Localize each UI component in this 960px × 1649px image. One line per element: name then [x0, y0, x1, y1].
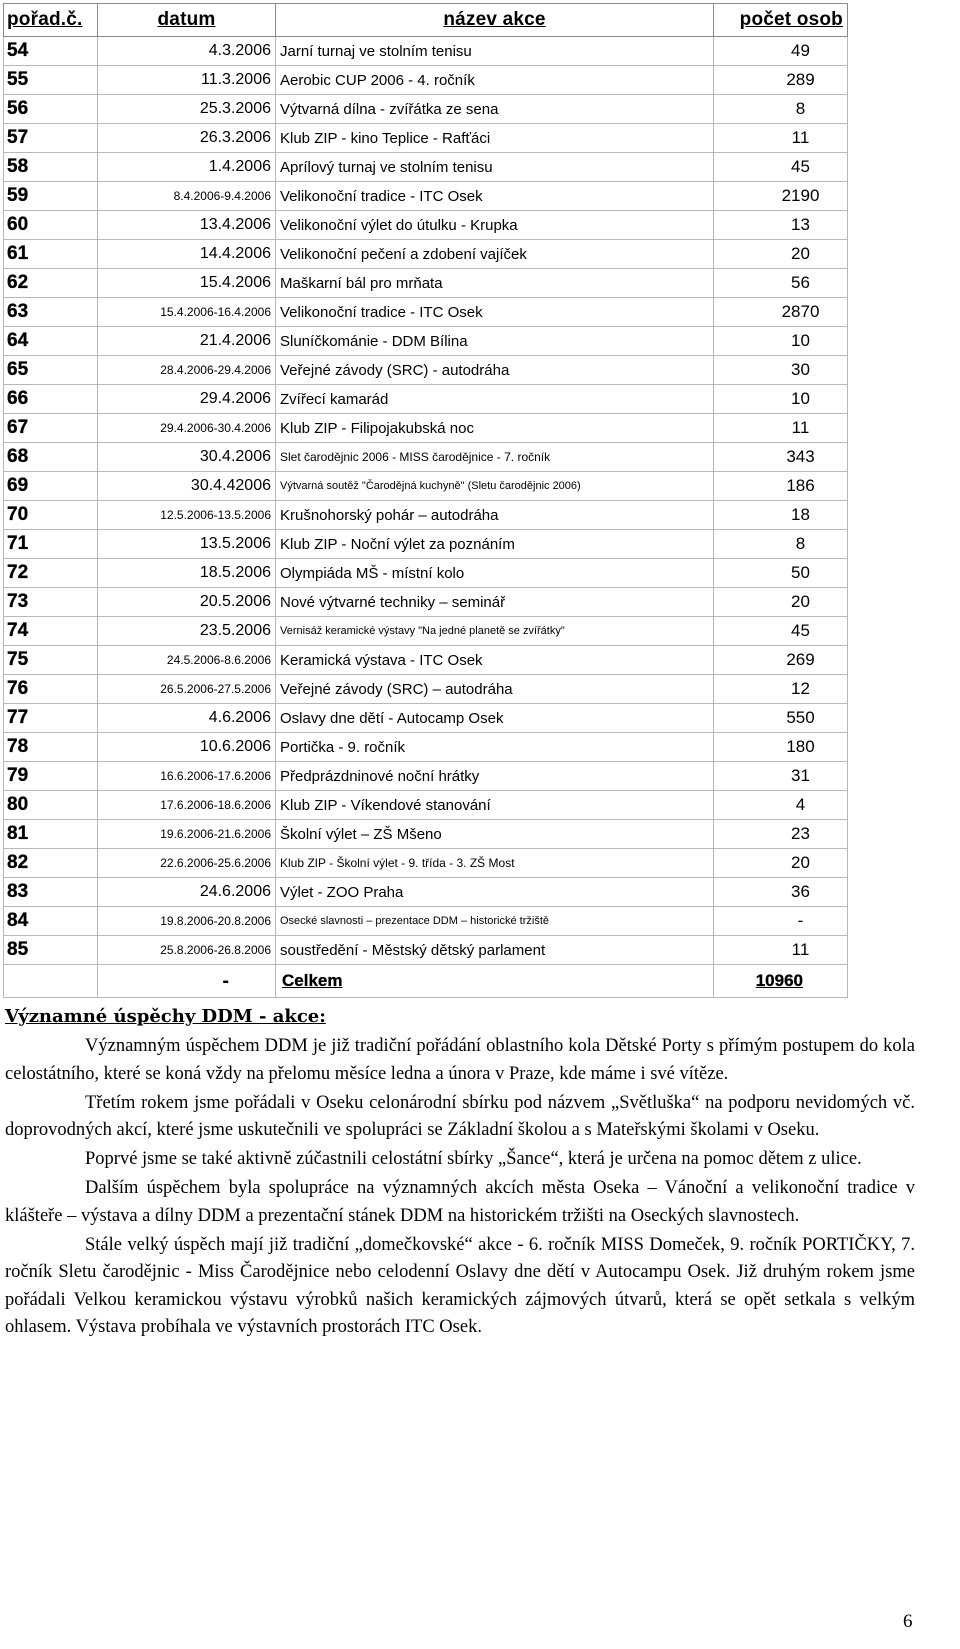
row-count: -: [714, 907, 848, 936]
row-date: 17.6.2006-18.6.2006: [98, 791, 276, 820]
row-count: 2870: [714, 298, 848, 327]
row-count: 45: [714, 153, 848, 182]
row-name: Osecké slavnosti – prezentace DDM – historické tržiště: [276, 907, 714, 936]
row-date: 10.6.2006: [98, 733, 276, 762]
row-name: Klub ZIP - Víkendové stanování: [276, 791, 714, 820]
table-row: [4, 791, 848, 820]
row-date: 21.4.2006: [98, 327, 276, 356]
row-name: Portička - 9. ročník: [276, 733, 714, 762]
total-dash: -: [98, 965, 276, 998]
row-number: 66: [4, 385, 98, 414]
row-number: 68: [4, 443, 98, 472]
row-name: Velikonoční tradice - ITC Osek: [276, 298, 714, 327]
row-count: 18: [714, 501, 848, 530]
row-date: 20.5.2006: [98, 588, 276, 617]
row-name: Olympiáda MŠ - místní kolo: [276, 559, 714, 588]
table-row: [4, 849, 848, 878]
table-row: [4, 298, 848, 327]
row-name: Aprílový turnaj ve stolním tenisu: [276, 153, 714, 182]
row-number: 64: [4, 327, 98, 356]
row-number: 61: [4, 240, 98, 269]
row-name: Aerobic CUP 2006 - 4. ročník: [276, 66, 714, 95]
row-name: Velikonoční tradice - ITC Osek: [276, 182, 714, 211]
table-row: [4, 878, 848, 907]
row-date: 13.4.2006: [98, 211, 276, 240]
table-row: [4, 907, 848, 936]
row-date: 19.6.2006-21.6.2006: [98, 820, 276, 849]
row-count: 45: [714, 617, 848, 646]
row-name: Slet čarodějnic 2006 - MISS čarodějnice - 7. ročník: [276, 443, 714, 472]
row-number: 76: [4, 675, 98, 704]
row-count: 186: [714, 472, 848, 501]
table-row: [4, 936, 848, 965]
row-count: 20: [714, 588, 848, 617]
row-count: 11: [714, 124, 848, 153]
row-name: Keramická výstava - ITC Osek: [276, 646, 714, 675]
row-name: Sluníčkománie - DDM Bílina: [276, 327, 714, 356]
row-count: 20: [714, 849, 848, 878]
row-count: 343: [714, 443, 848, 472]
paragraph: Dalším úspěchem byla spolupráce na významných akcích města Oseka – Vánoční a velikonoční tradice v klášteře – výstava a dílny DDM a prezentační stánek DDM na historickém tržišti na Oseckých slavnostech.: [5, 1178, 915, 1226]
row-number: 63: [4, 298, 98, 327]
row-count: 49: [714, 37, 848, 66]
row-date: 22.6.2006-25.6.2006: [98, 849, 276, 878]
row-name: Klub ZIP - kino Teplice - Rafťáci: [276, 124, 714, 153]
total-label: Celkem: [276, 965, 714, 998]
row-date: 13.5.2006: [98, 530, 276, 559]
table-row: [4, 559, 848, 588]
row-count: 269: [714, 646, 848, 675]
table-row: [4, 182, 848, 211]
row-date: 30.4.42006: [98, 472, 276, 501]
header-date: datum: [98, 4, 276, 37]
row-number: 85: [4, 936, 98, 965]
row-date: 16.6.2006-17.6.2006: [98, 762, 276, 791]
row-number: 58: [4, 153, 98, 182]
row-count: 10: [714, 385, 848, 414]
total-value: 10960: [714, 965, 848, 998]
row-date: 4.6.2006: [98, 704, 276, 733]
table-row: [4, 66, 848, 95]
row-date: 30.4.2006: [98, 443, 276, 472]
row-number: 60: [4, 211, 98, 240]
row-date: 12.5.2006-13.5.2006: [98, 501, 276, 530]
events-table: [3, 3, 848, 998]
paragraph: Stále velký úspěch mají již tradiční „domečkovské“ akce - 6. ročník MISS Domeček, 9. ročník PORTIČKY, 7. ročník Sletu čarodějnic - Miss Čarodějnice nebo celodenní Oslavy dne dětí v Autocampu Osek. Již druhým rokem jsme pořádali Velkou keramickou výstavu výrobků našich keramických zájmových útvarů, která se opět setkala s velkým ohlasem. Výstava probíhala ve výstavních prostorách ITC Osek.: [5, 1234, 915, 1337]
row-date: 23.5.2006: [98, 617, 276, 646]
row-count: 8: [714, 95, 848, 124]
row-name: Klub ZIP - Filipojakubská noc: [276, 414, 714, 443]
row-name: Veřejné závody (SRC) – autodráha: [276, 675, 714, 704]
paragraph: Třetím rokem jsme pořádali v Oseku celonárodní sbírku pod názvem „Světluška“ na podporu nevidomých vč. doprovodných akcí, které jsme uskutečnili ve spolupráci se Základní školou a s Mateřskými školami v Oseku.: [5, 1092, 915, 1140]
table-row: [4, 37, 848, 66]
table-body: [4, 37, 848, 965]
table-row: [4, 385, 848, 414]
row-date: 19.8.2006-20.8.2006: [98, 907, 276, 936]
row-count: 10: [714, 327, 848, 356]
row-name: Výlet - ZOO Praha: [276, 878, 714, 907]
row-date: 26.3.2006: [98, 124, 276, 153]
row-name: Velikonoční pečení a zdobení vajíček: [276, 240, 714, 269]
row-name: Jarní turnaj ve stolním tenisu: [276, 37, 714, 66]
table-row: [4, 356, 848, 385]
row-number: 56: [4, 95, 98, 124]
row-date: 24.6.2006: [98, 878, 276, 907]
row-date: 25.8.2006-26.8.2006: [98, 936, 276, 965]
row-name: Školní výlet – ZŠ Mšeno: [276, 820, 714, 849]
table-row: [4, 153, 848, 182]
row-number: 83: [4, 878, 98, 907]
row-number: 57: [4, 124, 98, 153]
table-row: [4, 443, 848, 472]
table-row: [4, 240, 848, 269]
row-count: 8: [714, 530, 848, 559]
row-count: 180: [714, 733, 848, 762]
row-number: 69: [4, 472, 98, 501]
row-name: Zvířecí kamarád: [276, 385, 714, 414]
header-count: počet osob: [714, 4, 848, 37]
table-row: [4, 501, 848, 530]
header-name: název akce: [276, 4, 714, 37]
row-date: 15.4.2006: [98, 269, 276, 298]
total-empty-cell: [4, 965, 98, 998]
row-name: Výtvarná dílna - zvířátka ze sena: [276, 95, 714, 124]
table-row: [4, 327, 848, 356]
row-number: 71: [4, 530, 98, 559]
row-date: 28.4.2006-29.4.2006: [98, 356, 276, 385]
row-number: 55: [4, 66, 98, 95]
row-number: 82: [4, 849, 98, 878]
row-date: 4.3.2006: [98, 37, 276, 66]
row-name: Předprázdninové noční hrátky: [276, 762, 714, 791]
table-row: [4, 820, 848, 849]
row-name: Oslavy dne dětí - Autocamp Osek: [276, 704, 714, 733]
table-row: [4, 124, 848, 153]
table-row: [4, 472, 848, 501]
paragraph: Poprvé jsme se také aktivně zúčastnili celostátní sbírky „Šance“, která je určena na pomoc dětem z ulice.: [85, 1149, 862, 1169]
row-date: 29.4.2006-30.4.2006: [98, 414, 276, 443]
table-row: [4, 646, 848, 675]
row-count: 56: [714, 269, 848, 298]
row-number: 84: [4, 907, 98, 936]
row-date: 15.4.2006-16.4.2006: [98, 298, 276, 327]
row-date: 14.4.2006: [98, 240, 276, 269]
row-date: 24.5.2006-8.6.2006: [98, 646, 276, 675]
row-count: 23: [714, 820, 848, 849]
row-count: 550: [714, 704, 848, 733]
table-row: [4, 762, 848, 791]
row-count: 2190: [714, 182, 848, 211]
row-number: 75: [4, 646, 98, 675]
row-name: Maškarní bál pro mrňata: [276, 269, 714, 298]
table-row: [4, 588, 848, 617]
row-count: 4: [714, 791, 848, 820]
header-number: pořad.č.: [4, 4, 98, 37]
table-header-row: [4, 4, 848, 37]
row-name: Vernisáž keramické výstavy "Na jedné planetě se zvířátky": [276, 617, 714, 646]
section-body: [5, 1033, 915, 1342]
row-count: 36: [714, 878, 848, 907]
row-count: 50: [714, 559, 848, 588]
row-number: 81: [4, 820, 98, 849]
row-count: 20: [714, 240, 848, 269]
total-row: [4, 965, 848, 998]
row-date: 26.5.2006-27.5.2006: [98, 675, 276, 704]
table-row: [4, 704, 848, 733]
row-number: 73: [4, 588, 98, 617]
row-date: 11.3.2006: [98, 66, 276, 95]
row-name: Krušnohorský pohár – autodráha: [276, 501, 714, 530]
row-date: 29.4.2006: [98, 385, 276, 414]
row-count: 13: [714, 211, 848, 240]
row-number: 80: [4, 791, 98, 820]
row-name: Velikonoční výlet do útulku - Krupka: [276, 211, 714, 240]
section-title: Významné úspěchy DDM - akce:: [5, 1006, 326, 1027]
row-number: 59: [4, 182, 98, 211]
row-number: 54: [4, 37, 98, 66]
table-row: [4, 414, 848, 443]
row-count: 11: [714, 414, 848, 443]
table-row: [4, 530, 848, 559]
table-row: [4, 617, 848, 646]
row-number: 67: [4, 414, 98, 443]
row-number: 77: [4, 704, 98, 733]
table-row: [4, 211, 848, 240]
row-count: 31: [714, 762, 848, 791]
row-count: 11: [714, 936, 848, 965]
row-count: 12: [714, 675, 848, 704]
table-row: [4, 675, 848, 704]
row-name: Výtvarná soutěž "Čarodějná kuchyně" (Sletu čarodějnic 2006): [276, 472, 714, 501]
row-count: 30: [714, 356, 848, 385]
row-name: Klub ZIP - Noční výlet za poznáním: [276, 530, 714, 559]
paragraph: Významným úspěchem DDM je již tradiční pořádání oblastního kola Dětské Porty s přímým postupem do kola celostátního, které se koná vždy na přelomu měsíce ledna a února v Praze, kde máme i své vítěze.: [5, 1036, 915, 1084]
row-date: 1.4.2006: [98, 153, 276, 182]
row-number: 70: [4, 501, 98, 530]
table-row: [4, 269, 848, 298]
row-number: 79: [4, 762, 98, 791]
row-name: soustředění - Městský dětský parlament: [276, 936, 714, 965]
row-number: 78: [4, 733, 98, 762]
row-number: 74: [4, 617, 98, 646]
table-row: [4, 733, 848, 762]
row-date: 8.4.2006-9.4.2006: [98, 182, 276, 211]
row-date: 18.5.2006: [98, 559, 276, 588]
table-row: [4, 95, 848, 124]
row-name: Veřejné závody (SRC) - autodráha: [276, 356, 714, 385]
row-number: 65: [4, 356, 98, 385]
row-name: Nové výtvarné techniky – seminář: [276, 588, 714, 617]
row-name: Klub ZIP - Školní výlet - 9. třída - 3. ZŠ Most: [276, 849, 714, 878]
row-date: 25.3.2006: [98, 95, 276, 124]
row-number: 72: [4, 559, 98, 588]
page-number: 6: [903, 1611, 913, 1632]
row-number: 62: [4, 269, 98, 298]
row-count: 289: [714, 66, 848, 95]
